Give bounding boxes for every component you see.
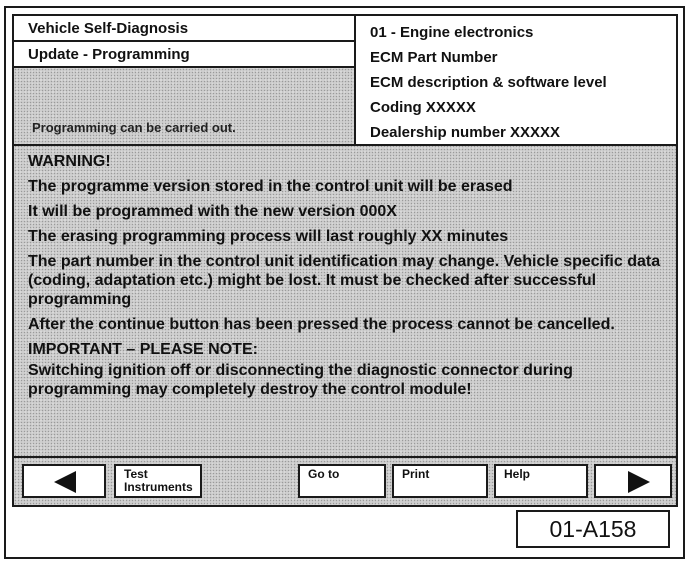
button-bar [14,456,676,505]
ecm-part-number: ECM Part Number [370,49,498,66]
figure-reference: 01-A158 [516,510,670,548]
diagnostic-screen [12,14,678,507]
important-text: Switching ignition off or disconnecting the diagnostic connector during programming may completely destroy the control module! [28,362,573,398]
status-area [14,68,354,144]
warning-line: The erasing programming process will last roughly XX minutes [28,228,509,245]
back-button[interactable] [22,464,106,498]
help-button[interactable]: Help [494,464,588,498]
dealership-number: Dealership number XXXXX [370,124,561,141]
coding-value: Coding XXXXX [370,99,476,116]
go-to-button[interactable]: Go to [298,464,386,498]
status-message: Programming can be carried out. [32,120,236,135]
figure-frame [4,6,685,559]
header-left-panel [14,16,356,144]
ecm-description: ECM description & software level [370,74,607,91]
left-arrow-icon [54,471,76,493]
print-button[interactable]: Print [392,464,488,498]
warning-line: It will be programmed with the new version 000X [28,203,397,220]
warning-body [14,146,676,456]
right-arrow-icon [628,471,650,493]
warning-line: The part number in the control unit identification may change. Vehicle specific data (coding, adaptation etc.) might be lost. It must be checked after successful programming [28,253,661,308]
module-name: 01 - Engine electronics [370,24,534,41]
warning-line: The programme version stored in the control unit will be erased [28,178,513,195]
important-heading: IMPORTANT – PLEASE NOTE: [28,341,258,358]
function-title: Vehicle Self-Diagnosis [14,16,354,42]
module-info-panel [356,16,676,144]
sub-function-title: Update - Programming [14,42,354,68]
test-instruments-button[interactable]: Test Instruments [114,464,202,498]
warning-heading: WARNING! [28,153,111,170]
forward-button[interactable] [594,464,672,498]
warning-line: After the continue button has been pressed the process cannot be cancelled. [28,316,615,333]
